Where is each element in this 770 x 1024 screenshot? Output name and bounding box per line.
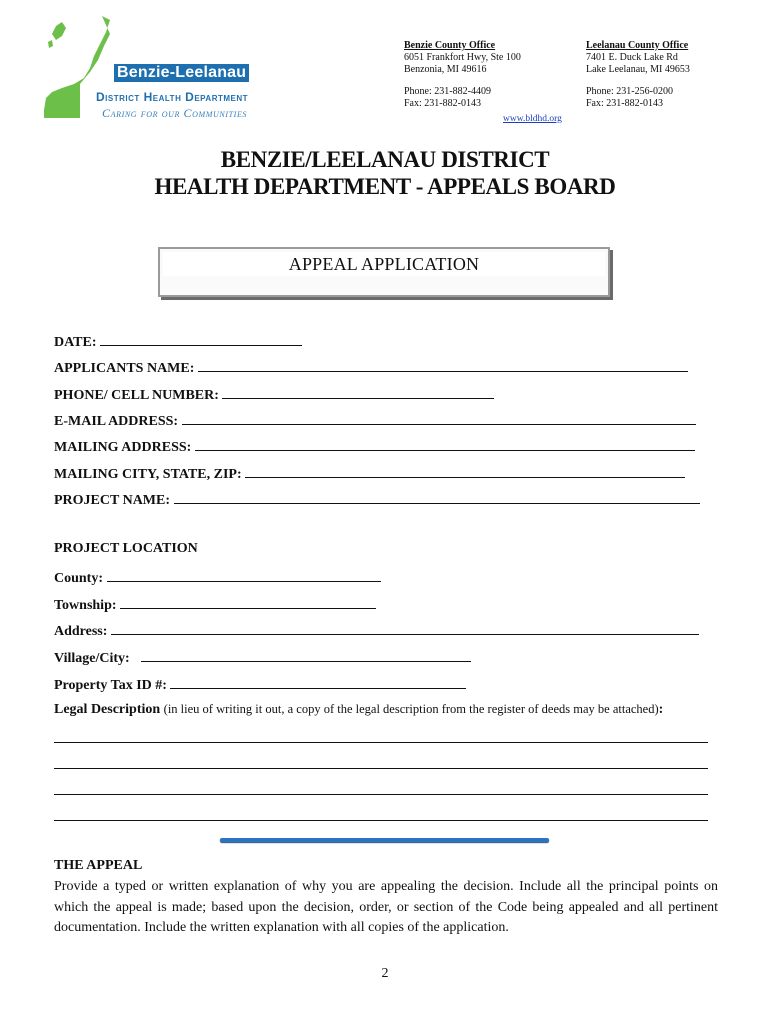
appeal-instructions: Provide a typed or written explanation of why you are appealing the decision. Include all the principal points on which the appeal is made; based upon the decision, order, or section of the Code being appealed and all pertinent documentation. Include the written explanation with all copies of the application. xyxy=(54,879,718,935)
leelanau-fax: Fax: 231-882-0143 xyxy=(586,98,663,109)
mailing-city-label: MAILING CITY, STATE, ZIP: xyxy=(54,467,242,482)
benzie-phone: Phone: 231-882-4409 xyxy=(404,86,491,97)
project-name-label: PROJECT NAME: xyxy=(54,493,171,508)
property-tax-id-label: Property Tax ID #: xyxy=(54,678,167,693)
benzie-address-line-1: 6051 Frankfort Hwy, Ste 100 xyxy=(404,52,521,63)
page-number: 2 xyxy=(381,966,389,981)
logo-line-1: Benzie-Leelanau xyxy=(114,64,249,82)
mailing-city-field[interactable] xyxy=(245,464,685,478)
county-label: County: xyxy=(54,571,104,586)
document-title xyxy=(0,146,770,200)
county-row xyxy=(54,568,381,587)
county-field[interactable] xyxy=(107,568,381,582)
email-field[interactable] xyxy=(182,411,696,425)
leelanau-address-line-1: 7401 E. Duck Lake Rd xyxy=(586,52,678,63)
township-field[interactable] xyxy=(120,595,376,609)
title-line-1: BENZIE/LEELANAU DISTRICT xyxy=(220,147,550,172)
legal-description-line-2[interactable] xyxy=(54,768,708,769)
legal-description-label: Legal Description xyxy=(54,702,161,717)
section-divider xyxy=(220,838,549,842)
project-location-heading: PROJECT LOCATION xyxy=(54,541,198,556)
website-link[interactable]: www.bldhd.org xyxy=(503,114,562,124)
logo-tagline: Caring for our Communities xyxy=(102,106,248,120)
mailing-address-label: MAILING ADDRESS: xyxy=(54,440,192,455)
legal-description-line-3[interactable] xyxy=(54,794,708,795)
legal-description-row xyxy=(54,702,663,718)
legal-description-note: (in lieu of writing it out, a copy of the legal description from the register of deeds may be attached) xyxy=(163,702,659,716)
address-row xyxy=(54,621,699,640)
applicants-name-field[interactable] xyxy=(198,358,688,372)
phone-row xyxy=(54,385,494,404)
village-city-row xyxy=(54,648,471,667)
benzie-address-line-2: Benzonia, MI 49616 xyxy=(404,64,487,75)
mailing-address-row xyxy=(54,437,695,456)
project-name-row xyxy=(54,490,700,509)
leelanau-office-title: Leelanau County Office xyxy=(586,40,689,51)
property-tax-id-field[interactable] xyxy=(170,675,466,689)
date-row xyxy=(54,332,302,351)
applicants-name-label: APPLICANTS NAME: xyxy=(54,361,195,376)
email-row xyxy=(54,411,696,430)
village-city-field[interactable] xyxy=(141,648,471,662)
leelanau-address-line-2: Lake Leelanau, MI 49653 xyxy=(586,64,690,75)
title-line-2: HEALTH DEPARTMENT - APPEALS BOARD xyxy=(154,174,616,199)
benzie-fax: Fax: 231-882-0143 xyxy=(404,98,481,109)
leelanau-phone: Phone: 231-256-0200 xyxy=(586,86,673,97)
application-title: APPEAL APPLICATION xyxy=(288,254,480,274)
village-city-label: Village/City: xyxy=(54,651,130,666)
legal-description-line-4[interactable] xyxy=(54,820,708,821)
email-label: E-MAIL ADDRESS: xyxy=(54,414,179,429)
address-label: Address: xyxy=(54,624,108,639)
legal-description-line-1[interactable] xyxy=(54,742,708,743)
date-field[interactable] xyxy=(100,332,302,346)
legal-description-colon: : xyxy=(658,702,664,717)
phone-label: PHONE/ CELL NUMBER: xyxy=(54,388,219,403)
project-name-field[interactable] xyxy=(174,490,700,504)
logo-line-2: District Health Department xyxy=(96,90,249,104)
benzie-office-info xyxy=(404,40,521,110)
phone-field[interactable] xyxy=(222,385,494,399)
applicants-name-row xyxy=(54,358,688,377)
date-label: DATE: xyxy=(54,335,97,350)
township-row xyxy=(54,595,376,614)
mailing-city-row xyxy=(54,464,685,483)
application-title-box xyxy=(158,247,610,297)
appeal-heading: THE APPEAL xyxy=(54,858,143,873)
health-department-logo xyxy=(40,14,280,124)
mailing-address-field[interactable] xyxy=(195,437,695,451)
township-label: Township: xyxy=(54,598,117,613)
property-tax-id-row xyxy=(54,675,466,694)
benzie-office-title: Benzie County Office xyxy=(404,40,496,51)
leelanau-office-info xyxy=(586,40,690,110)
address-field[interactable] xyxy=(111,621,699,635)
